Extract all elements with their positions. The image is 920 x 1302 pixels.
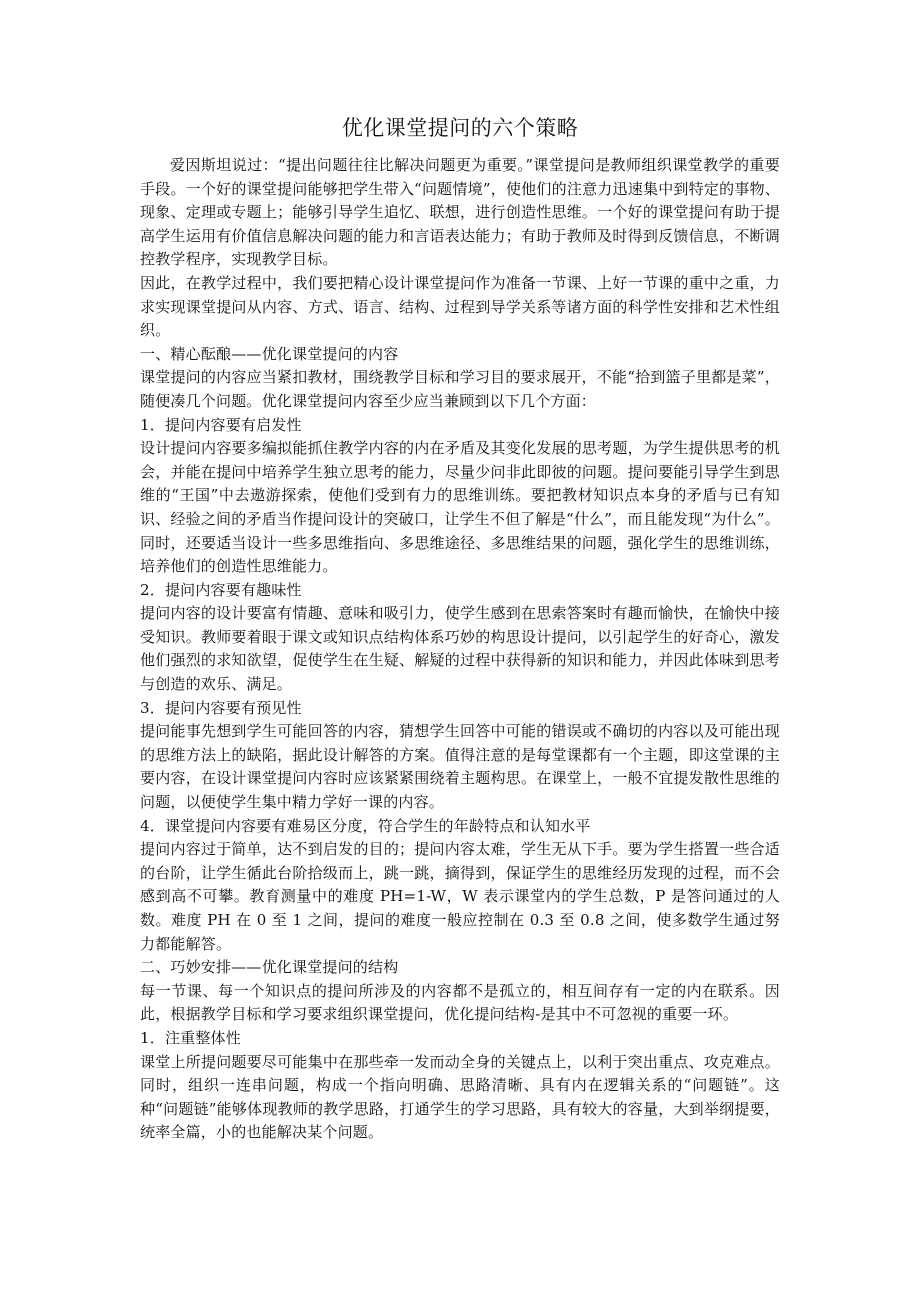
section-heading-2: 二、巧妙安排——优化课堂提问的结构	[140, 958, 399, 977]
subheading-1-2: 2．提问内容要有趣味性	[140, 580, 302, 599]
paragraph-structure-overview: 每一节课、每一个知识点的提问所涉及的内容都不是孤立的，相互间存有一定的内在联系。因此，根据教学目标和学习要求组织课堂提问，优化提问结构-是其中不可忽视的重要一环。	[140, 981, 780, 1024]
subheading-1-3: 3．提问内容要有预见性	[140, 698, 302, 717]
paragraph-intro: 爱因斯坦说过：“提出问题往往比解决问题更为重要。”课堂提问是教师组织课堂教学的重要手段。一个好的课堂提问能够把学生带入“问题情境”，使他们的注意力迅速集中到特定的事物、现象、定理或专题上；能够引导学生追忆、联想，进行创造性思维。一个好的课堂提问有助于提高学生运用有价值信息解决问题的能力和言语表达能力；有助于教师及时得到反馈信息，不断调控教学程序，实现教学目标。	[140, 156, 780, 269]
document-page	[140, 112, 780, 1145]
subheading-1-1: 1．提问内容要有启发性	[140, 415, 302, 434]
paragraph-therefore: 因此，在教学过程中，我们要把精心设计课堂提问作为准备一节课、上好一节课的重中之重，力求实现课堂提问从内容、方式、语言、结构、过程到导学关系等诸方面的科学性安排和艺术性组织。	[140, 273, 780, 340]
paragraph-interesting: 提问内容的设计要富有情趣、意味和吸引力，使学生感到在思索答案时有趣而愉快，在愉快中接受知识。教师要着眼于课文或知识点结构体系巧妙的构思设计提问，以引起学生的好奇心，激发他们强烈的求知欲望，促使学生在生疑、解疑的过程中获得新的知识和能力，并因此体味到思考与创造的欢乐、满足。	[140, 604, 780, 694]
subheading-1-4: 4．课堂提问内容要有难易区分度，符合学生的年龄特点和认知水平	[140, 816, 591, 835]
paragraph-difficulty: 提问内容过于简单，达不到启发的目的；提问内容太难，学生无从下手。要为学生搭置一些合适的台阶，让学生循此台阶拾级而上，跳一跳，摘得到，保证学生的思维经历发现的过程，而不会感到高不可攀。教育测量中的难度 PH=1-W，W 表示课堂内的学生总数，P 是答问通过的人数。难度 PH 在 0 至 1 之间，提问的难度一般应控制在 0.3 至 0.8 之间，使多数学生通过努力都能解答。	[140, 840, 780, 953]
paragraph-enlightening: 设计提问内容要多编拟能抓住教学内容的内在矛盾及其变化发展的思考题，为学生提供思考的机会，并能在提问中培养学生独立思考的能力，尽量少问非此即彼的问题。提问要能引导学生到思维的“王国”中去遨游探索，使他们受到有力的思维训练。要把教材知识点本身的矛盾与已有知识、经验之间的矛盾当作提问设计的突破口，让学生不但了解是“什么”，而且能发现“为什么”。同时，还要适当设计一些多思维指向、多思维途径、多思维结果的问题，强化学生的思维训练，培养他们的创造性思维能力。	[140, 439, 780, 576]
section-heading-1: 一、精心酝酿——优化课堂提问的内容	[140, 344, 399, 363]
paragraph-content-overview: 课堂提问的内容应当紧扣教材，围绕教学目标和学习目的要求展开，不能“拾到篮子里都是菜”，随便凑几个问题。优化课堂提问内容至少应当兼顾到以下几个方面：	[140, 368, 780, 410]
subheading-2-1: 1．注重整体性	[140, 1028, 241, 1047]
paragraph-predictive: 提问能事先想到学生可能回答的内容，猜想学生回答中可能的错误或不确切的内容以及可能出现的思维方法上的缺陷，据此设计解答的方案。值得注意的是每堂课都有一个主题，即这堂课的主要内容，在设计课堂提问内容时应该紧紧围绕着主题构思。在课堂上，一般不宜提发散性思维的问题，以便使学生集中精力学好一课的内容。	[140, 722, 780, 812]
document-title: 优化课堂提问的六个策略	[341, 116, 579, 140]
paragraph-integrity: 课堂上所提问题要尽可能集中在那些牵一发而动全身的关键点上，以利于突出重点、攻克难点。同时，组织一连串问题，构成一个指向明确、思路清晰、具有内在逻辑关系的“问题链”。这种“问题链”能够体现教师的教学思路，打通学生的学习思路，具有较大的容量，大到举纲提要，统率全篇，小的也能解决某个问题。	[140, 1052, 780, 1142]
